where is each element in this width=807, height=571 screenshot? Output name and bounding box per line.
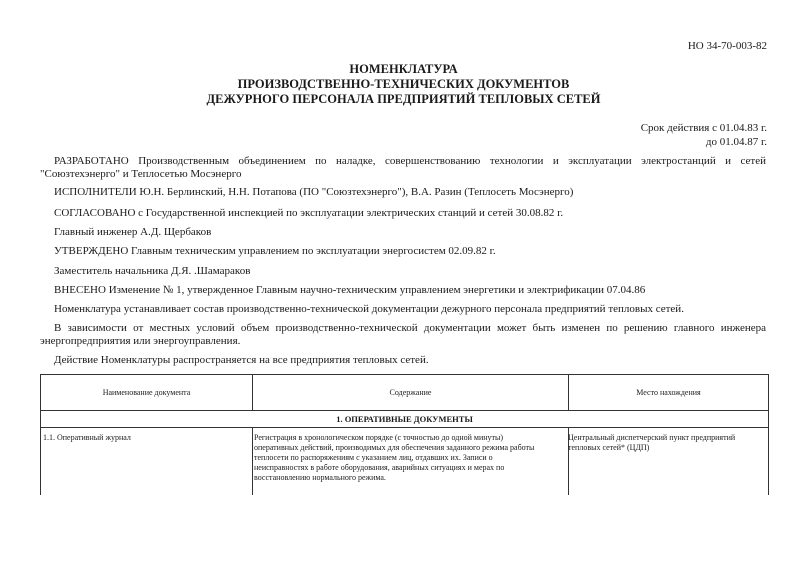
header-content-label: Содержание [389, 387, 432, 397]
paragraph-changes: В зависимости от местных условий объем производственно-технической документации может быть изменен по решению главного инженера энергопредприятия или энергоуправления. [40, 322, 766, 347]
title-line-3: ДЕЖУРНОГО ПЕРСОНАЛА ПРЕДПРИЯТИЙ ТЕПЛОВЫХ СЕТЕЙ [206, 92, 601, 106]
header-location-label: Место нахождения [636, 387, 701, 397]
paragraph-chief-engineer: Главный инженер А.Д. Щербаков [54, 226, 212, 238]
section-title: 1. ОПЕРАТИВНЫЕ ДОКУМЕНТЫ [41, 411, 768, 428]
paragraph-applicability: Действие Номенклатуры распространяется на все предприятия тепловых сетей. [54, 354, 429, 366]
validity-to: до 01.04.87 г. [705, 136, 767, 148]
paragraph-amendment: ВНЕСЕНО Изменение № 1, утвержденное Главным научно-техническим управлением энергетики и электрификации 07.04.86 [54, 284, 646, 296]
header-name-label: Наименование документа [102, 387, 191, 397]
validity-from: Срок действия с 01.04.83 г. [640, 122, 767, 134]
title-line-2: ПРОИЗВОДСТВЕННО-ТЕХНИЧЕСКИХ ДОКУМЕНТОВ [237, 77, 570, 91]
paragraph-performers: ИСПОЛНИТЕЛИ Ю.Н. Берлинский, Н.Н. Потапова (ПО "Союзтехэнерго"), В.А. Разин (Теплосеть Мосэнерго) [54, 186, 574, 198]
document-number: НО 34-70-003-82 [687, 40, 767, 52]
column-divider [252, 427, 253, 495]
table-cell-location: Центральный диспетчерский пункт предприятий тепловых сетей* (ЦДП) [568, 433, 736, 452]
paragraph-approved: УТВЕРЖДЕНО Главным техническим управлением по эксплуатации энергосистем 02.09.82 г. [54, 245, 496, 257]
header-location [569, 375, 768, 411]
nomenclature-table [40, 374, 769, 495]
paragraph-developed: РАЗРАБОТАНО Производственным объединением по наладке, совершенствованию технологии и эксплуатации электростанций и сетей "Союзтехэнерго" и Теплосетью Мосэнерго [40, 155, 766, 180]
header-name [41, 375, 253, 411]
table-cell-name: 1.1. Оперативный журнал [43, 433, 131, 442]
paragraph-agreed: СОГЛАСОВАНО с Государственной инспекцией по эксплуатации электрических станций и сетей 30.08.82 г. [54, 207, 564, 219]
header-content [253, 375, 569, 411]
paragraph-deputy: Заместитель начальника Д.Я. .Шамараков [54, 265, 251, 277]
table-cell-content: Регистрация в хронологическом порядке (с точностью до одной минуты) оперативных действий, производимых для обеспечения заданного режима работы теплосети по распоряжениям с указанием лиц, отдавших их. Записи о неисправностях в работе оборудования, аварийных ситуациях и мерах по восстановлению нормального режима. [254, 433, 535, 482]
paragraph-scope: Номенклатура устанавливает состав производственно-технической документации дежурного персонала предприятий тепловых сетей. [54, 303, 684, 315]
title-line-1: НОМЕНКЛАТУРА [349, 62, 458, 76]
